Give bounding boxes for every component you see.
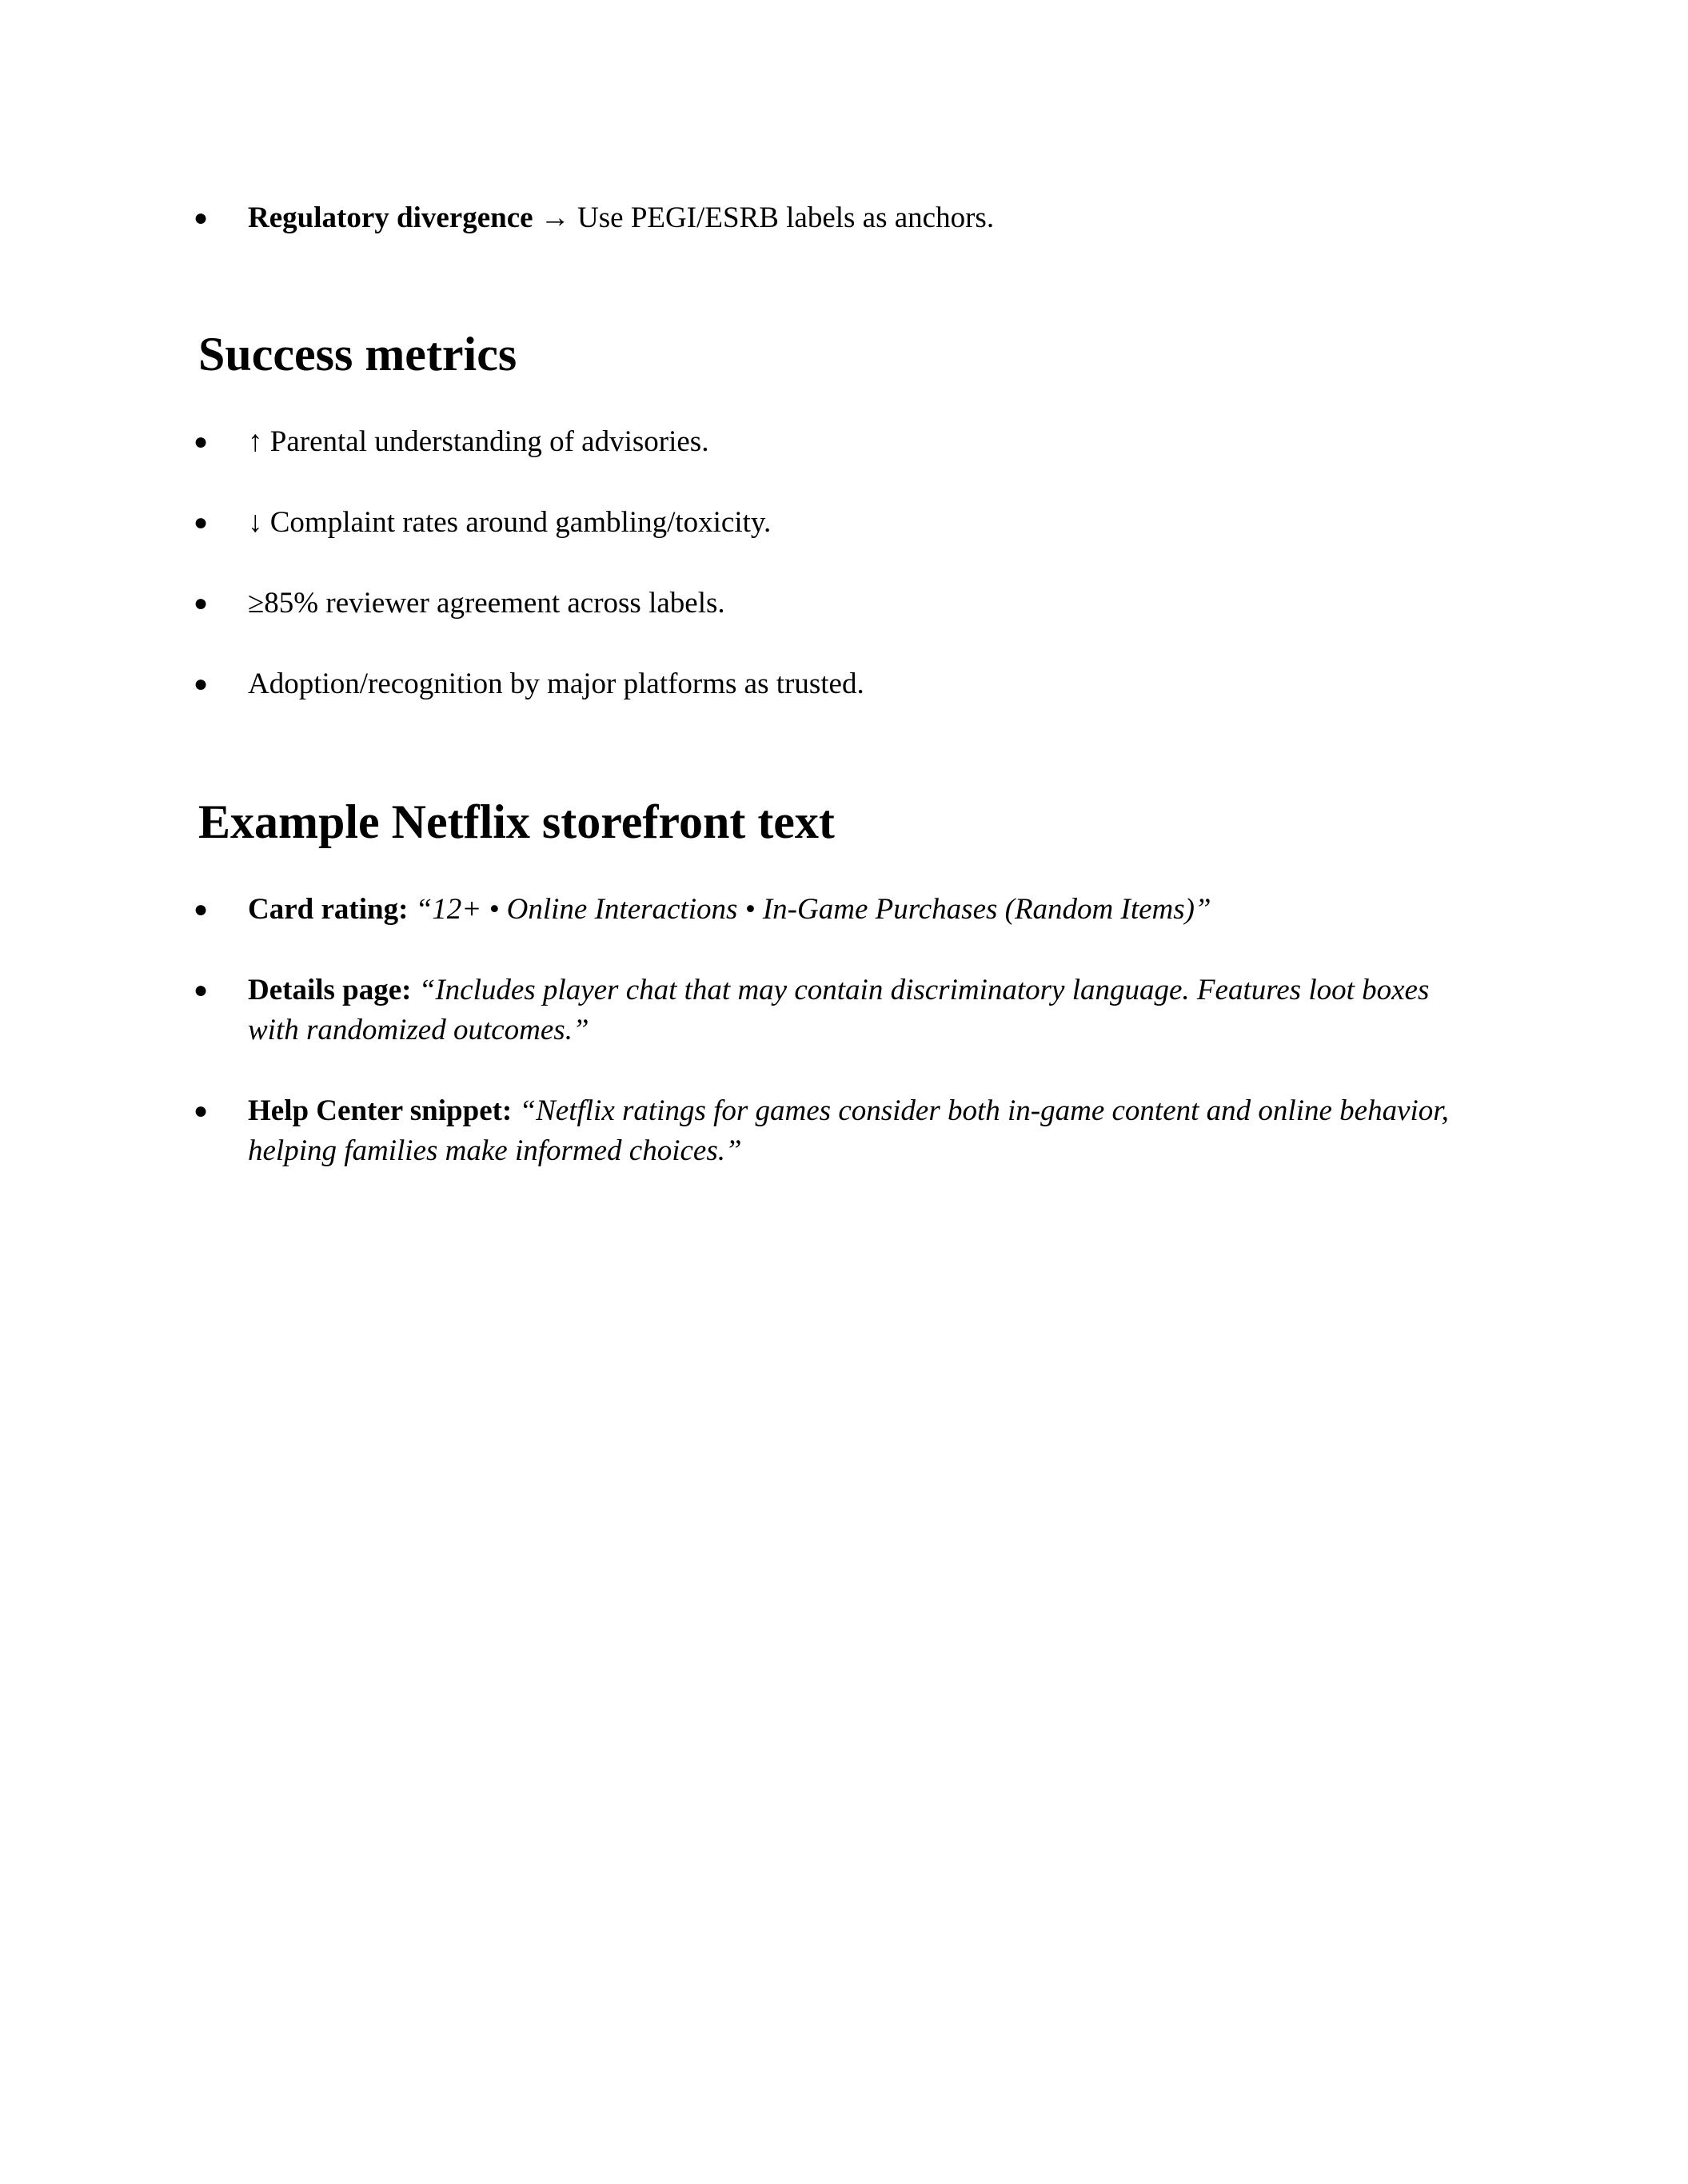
bullet-icon: ● xyxy=(194,509,209,536)
list-item xyxy=(194,584,1463,624)
section-heading-success-metrics: Success metrics xyxy=(198,328,517,381)
bullet-icon: ● xyxy=(194,1098,209,1124)
item-quote: “12+ • Online Interactions • In-Game Purchases (Random Items)” xyxy=(415,893,1211,926)
item-text: ↓ Complaint rates around gambling/toxicity. xyxy=(248,506,772,539)
list-item-card-rating xyxy=(194,890,1463,930)
bullet-icon: ● xyxy=(194,590,209,616)
bullet-icon: ● xyxy=(194,671,209,697)
list-item xyxy=(194,422,1463,462)
bullet-icon: ● xyxy=(194,205,209,231)
item-label: Help Center snippet: xyxy=(248,1094,513,1127)
item-quote: “Includes player chat that may contain discriminatory language. Features loot boxes with randomized outcomes.” xyxy=(248,974,1430,1046)
item-quote: “Netflix ratings for games consider both in-game content and online behavior, helping families make informed choices.” xyxy=(248,1094,1449,1167)
bullet-icon: ● xyxy=(194,977,209,1003)
list-item-help-center-snippet xyxy=(194,1091,1463,1171)
list-item-details-page xyxy=(194,970,1463,1050)
bullet-icon: ● xyxy=(194,428,209,455)
item-text: ↑ Parental understanding of advisories. xyxy=(248,425,709,458)
section-heading-storefront: Example Netflix storefront text xyxy=(198,795,835,848)
item-label: Details page: xyxy=(248,974,412,1006)
item-label: Regulatory divergence xyxy=(248,201,533,234)
list-item xyxy=(194,664,1463,704)
list-item-regulatory-divergence xyxy=(194,198,1463,238)
bullet-icon: ● xyxy=(194,896,209,923)
list-item xyxy=(194,503,1463,543)
item-text: Adoption/recognition by major platforms as trusted. xyxy=(248,668,864,700)
item-label: Card rating: xyxy=(248,893,409,926)
item-text: ≥85% reviewer agreement across labels. xyxy=(248,587,725,620)
item-text: → Use PEGI/ESRB labels as anchors. xyxy=(533,201,995,234)
